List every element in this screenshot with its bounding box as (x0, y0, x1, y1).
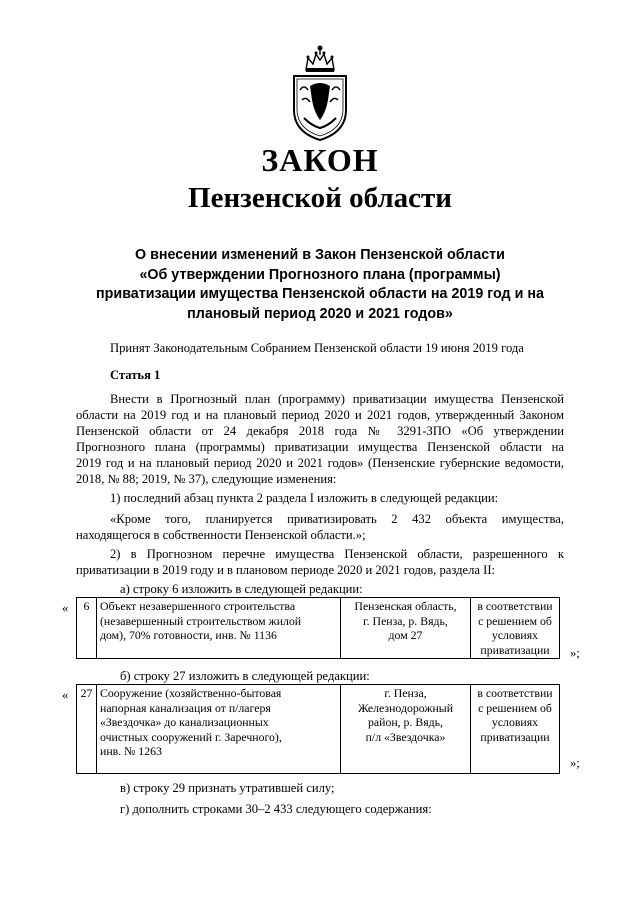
row-number: 27 (77, 685, 97, 774)
object-line: Объект незавершенного строительства (100, 599, 296, 613)
condition-line: в соответствии (477, 686, 553, 700)
item-1: 1) последний абзац пункта 2 раздела I изложить в следующей редакции: (110, 491, 499, 505)
location-line: п/л «Звездочка» (365, 729, 446, 744)
article-heading: Статья 1 (110, 368, 161, 382)
object-line: инв. № 1263 (100, 744, 162, 758)
condition-line: условиях (491, 628, 539, 642)
item-2-line: приватизации в 2019 году и в плановом периоде 2020 и 2021 годов, раздела II: (76, 563, 496, 577)
paragraph-line: Пензенской области от 24 декабря 2018 года № 3291-ЗПО «Об утверждении (76, 424, 564, 438)
close-quote: »; (570, 646, 580, 660)
condition-line: условиях (491, 715, 539, 729)
paragraph-line: 2019 год и на плановый период 2020 и 2021 годов» (Пензенские губернские ведомости, (76, 456, 564, 470)
condition-cell (471, 598, 560, 659)
object-line: дом), 70% готовности, инв. № 1136 (100, 628, 277, 642)
paragraph-line: Прогнозного плана (программы) приватизации имущества Пензенской области на (76, 440, 564, 454)
location-line: Пензенская область, (354, 599, 457, 613)
heading-line: «Об утверждении Прогнозного плана (программы) (139, 266, 501, 283)
location-line: дом 27 (388, 628, 423, 642)
subitem-v: в) строку 29 признать утратившей силу; (120, 781, 335, 795)
quote-line: «Кроме того, планируется приватизировать 2 432 объекта имущества, (110, 512, 564, 526)
condition-line: в соответствии (477, 599, 553, 613)
condition-line: приватизации (480, 642, 550, 657)
law-subtitle: Пензенской области (188, 182, 452, 214)
object-line: (незавершенный строительством жилой (100, 613, 302, 628)
object-cell (97, 685, 341, 774)
heading-line: плановый период 2020 и 2021 годов» (187, 305, 453, 322)
open-quote: « (62, 688, 69, 702)
object-line: Сооружение (хозяйственно-бытовая (100, 686, 282, 700)
subitem-g: г) дополнить строками 30–2 433 следующего содержания: (120, 802, 432, 816)
subitem-a: а) строку 6 изложить в следующей редакции: (120, 582, 363, 596)
law-title: ЗАКОН (261, 142, 379, 178)
close-quote: »; (570, 756, 580, 770)
table-row-6 (76, 597, 560, 659)
table-row-27 (76, 684, 560, 774)
paragraph-line: области на 2019 год и на плановый период 2020 и 2021 годов, утвержденный Законом (76, 408, 564, 422)
location-line: г. Пенза, (384, 686, 427, 700)
condition-line: приватизации (480, 729, 550, 744)
location-cell (341, 685, 471, 774)
document-heading (80, 246, 560, 324)
adoption-note: Принят Законодательным Собранием Пензенской области 19 июня 2019 года (110, 341, 524, 355)
location-line: район, р. Вядь, (368, 715, 443, 729)
object-cell (97, 598, 341, 659)
open-quote: « (62, 601, 69, 615)
paragraph-line: Внести в Прогнозный план (программу) приватизации имущества Пензенской (110, 392, 564, 406)
heading-line: О внесении изменений в Закон Пензенской области (135, 247, 505, 263)
paragraph-line: 2018, № 88; 2019, № 37), следующие изменения: (76, 472, 337, 486)
quote-line: находящегося в собственности Пензенской области.»; (76, 528, 366, 542)
condition-cell (471, 685, 560, 774)
row-number: 6 (77, 598, 97, 659)
object-line: очистных сооружений г. Заречного), (100, 729, 282, 744)
object-line: напорная канализация от п/лагеря (100, 700, 271, 715)
subitem-b: б) строку 27 изложить в следующей редакции: (120, 669, 370, 683)
condition-line: с решением об (478, 700, 552, 715)
heading-line: приватизации имущества Пензенской области на 2019 год и на (96, 286, 544, 303)
item-2-line: 2) в Прогнозном перечне имущества Пензенской области, разрешенного к (110, 547, 564, 561)
coat-of-arms-emblem (286, 40, 354, 144)
location-line: Железнодорожный (357, 700, 454, 715)
location-cell (341, 598, 471, 659)
location-line: г. Пенза, р. Вядь, (363, 613, 448, 628)
condition-line: с решением об (478, 613, 552, 628)
object-line: «Звездочка» до канализационных (100, 715, 269, 729)
